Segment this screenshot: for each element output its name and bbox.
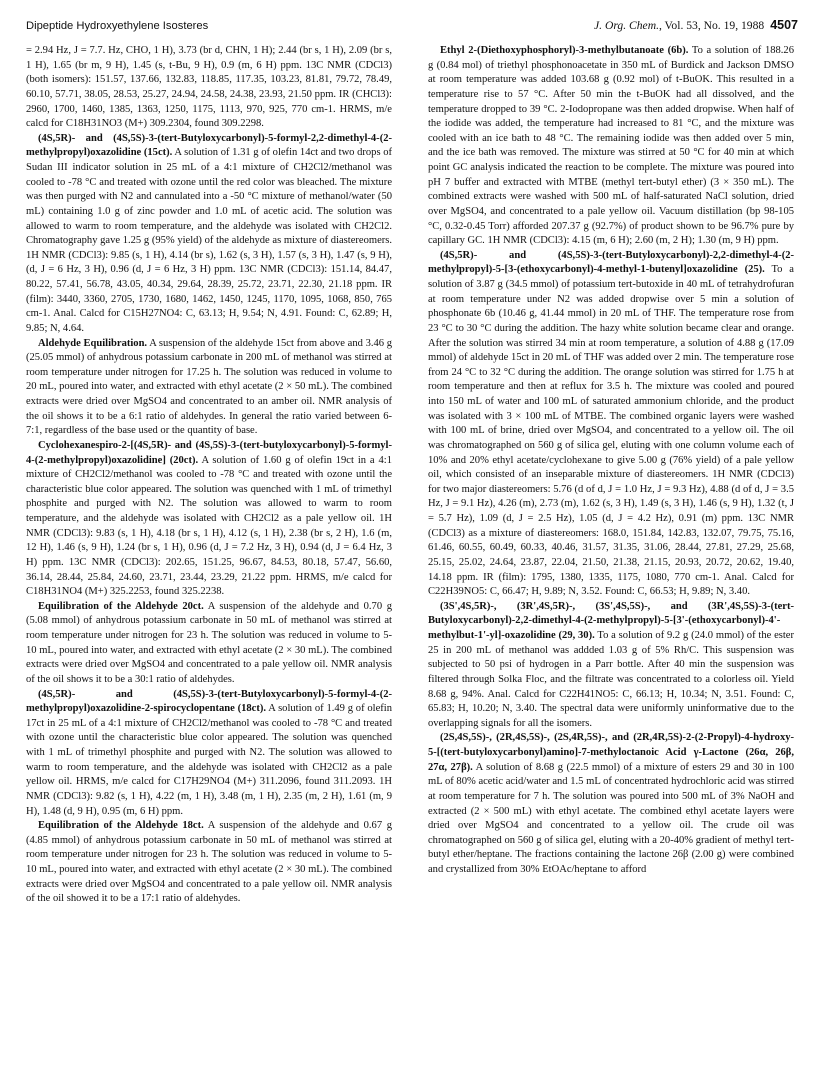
paragraph [26, 688, 392, 820]
paragraph [26, 337, 392, 439]
paragraph-body: A suspension of the aldehyde 15ct from above and 3.46 g (25.05 mmol) of anhydrous potassium carbonate in 200 mL of methanol was stirred at room temperature under nitrogen for 17.25 h. The solution was reduced in volume to 20 mL, poured into water, and extracted with ethyl acetate (2 × 50 mL). The combined extracts were dried over MgSO4 and concentrated to an amber oil. NMR analysis of the oil shows it to be a 6:1 ratio of aldehydes. In general the ratio varied between 6-7:1, regardless of the base used or the quantity of base. [26, 337, 393, 437]
paragraph-body: To a solution of 3.87 g (34.5 mmol) of potassium tert-butoxide in 40 mL of tetrahydrofuran at room temperature under N2 was added dropwise over 5 min a solution of phosphonate 6b (10.46 g, 41.44 mmol) in 20 mL of THF. The temperature rose from 23 °C to 30 °C during the addition. The hazy white solution became clear and orange. After the solution was stirred 34 min at room temperature, a solution of 4.88 g (17.09 mmol) of aldehyde 15ct in 20 mL of THF was added over 2 min. The temperature rose from 24 °C to 32 °C during the addition. The orange solution was stirred for 1.75 h at room temperature and then at reflux for 3.5 h. The mixture was cooled and poured into 150 mL of water and 100 mL of saturated ammonium chloride, and the product was isolated with 3 × 100 mL of MTBE. The combined organic layers were washed with 100 mL of brine, dried over MgSO4, and concentrated to a yellow oil. The oil was chromatographed on 560 g of silica gel, eluting with one column volume each of 10% and 20% ethyl acetate/cyclohexane to give 5.00 g (76% yield) of a pale yellow oil, which consisted of an inseparable mixture of diastereomers. 1H NMR (CDCl3) for two major diastereomers: 5.76 (d of d, J = 1.0 Hz, J = 9.3 Hz), 4.88 (d of d, J = 3.5 Hz, J = 9.1 Hz), 4.26 (m), 2.73 (m), 1.62 (s, 3 H), 1.49 (s, 3 H), 1.46 (s, 9 H), 1.32 (t, J = 5.7 Hz), 1.09 (d, J = 2.5 Hz), 1.05 (d, J = 4.2 Hz), 0.91 (m) ppm. 13C NMR (CDCl3) as a mixture of diastereomers: 168.0, 151.84, 142.83, 132.07, 79.75, 75.16, 61.46, 60.55, 60.49, 60.33, 40.46, 31.57, 31.35, 31.06, 28.44, 27.81, 27.29, 25.68, 25.15, 25.02, 24.64, 23.87, 22.04, 21.50, 21.38, 21.15, 20.93, 20.72, 20.62, 19.40, 14.18 ppm. IR (film): 1795, 1380, 1335, 1175, 1080, 770 cm-1. Anal. Calcd for C22H39NO5: C, 66.47; H, 9.89; N, 3.52. Found: C, 66.53; H, 9.89; N, 3.40. [428, 264, 794, 598]
paragraph-title: Aldehyde Equilibration. [38, 337, 148, 349]
paragraph-title: (4S,5R)- and (4S,5S)-3-(tert-Butyloxycarbonyl)-5-formyl-2,2-dimethyl-4-(2-methylpropyl)oxazolidine (15ct). [26, 132, 392, 159]
paragraph [26, 439, 392, 600]
paragraph-title: Equilibration of the Aldehyde 18ct. [38, 820, 204, 832]
volume-issue: , Vol. 53, No. 19, 1988 [658, 19, 765, 32]
paragraph-title: (3S',4S,5R)-, (3R',4S,5R)-, (3S',4S,5S)-, and (3R',4S,5S)-3-(tert-Butyloxycarbonyl)-2,2-dimethyl-4-(2-methylpropyl)-5-[3'-(ethoxycarbonyl)-4'-methylbut-1'-yl]-oxazolidine (29, 30). [428, 600, 794, 641]
running-title: Dipeptide Hydroxyethylene Isosteres [26, 20, 209, 32]
left-column [26, 44, 392, 907]
paragraph-body: To a solution of 188.26 g (0.84 mol) of triethyl phosphonoacetate in 350 mL of Burdick and Jackson DMSO at room temperature was added 103.68 g (0.92 mol) of t-BuOK. This resulted in a temperature rise to 57 °C. After 50 min the t-BuOK had all dissolved, and the temperature dropped to 39 °C. 2-Iodopropane was then added dropwise. When half of the iodide was added, the temperature had increased to 81 °C, and the mixture was cooled with an ice bath to 48 °C. The remaining iodide was then added over 5 min, and the ice bath was removed. The mixture was stirred at 50 °C for 40 min at which point GC analysis indicated the reaction to be complete. The mixture was poured into pH 7 buffer and extracted with MTBE (methyl tert-butyl ether) (3 × 350 mL). The combined extracts were washed with 500 mL of half-saturated NaCl solution, dried over MgSO4, and concentrated to a pale yellow oil. Vacuum distillation (bp 98-105 °C, 0.32-0.45 Torr) afforded 207.37 g (92.7%) of product shown to be 96.7% pure by capillary GC. 1H NMR (CDCl3): 4.15 (m, 6 H); 2.60 (m, 2 H); 1.30 (m, 9 H) ppm. [428, 45, 794, 247]
paragraph [428, 44, 794, 249]
paragraph-title: Ethyl 2-(Diethoxyphosphoryl)-3-methylbutanoate (6b). [440, 45, 689, 56]
journal-name: J. Org. Chem. [594, 19, 659, 32]
paragraph [428, 600, 794, 732]
paragraph [26, 600, 392, 688]
paragraph [428, 249, 794, 600]
paragraph-title: (4S,5R)- and (4S,5S)-3-(tert-Butyloxycarbonyl)-5-formyl-4-(2-methylpropyl)oxazolidine-2-spirocyclopentane (18ct). [26, 688, 392, 715]
journal-citation [594, 18, 798, 32]
paragraph-body: = 2.94 Hz, J = 7.7. Hz, CHO, 1 H), 3.73 (br d, CHN, 1 H); 2.44 (br s, 1 H), 2.09 (br s, 1 H), 1.65 (br m, 9 H), 1.45 (s, t-Bu, 9 H), 0.9 (m, 6 H) ppm. 13C NMR (CDCl3) (both isomers): 151.57, 137.66, 132.83, 118.85, 117.35, 103.23, 81.81, 79.72, 78.49, 60.10, 57.71, 38.05, 28.53, 25.27, 24.94, 24.58, 24.38, 23.93, 21.50 ppm. IR (CHCl3): 2960, 1700, 1460, 1385, 1363, 1250, 1175, 1113, 970, 925, 770 cm-1. HRMS, m/e calcd for C18H31NO3 (M+) 309.2304, found 309.2298. [26, 45, 392, 130]
paragraph [428, 731, 794, 877]
paragraph [26, 132, 392, 337]
paragraph-body: A solution of 1.60 g of olefin 19ct in a 4:1 mixture of CH2Cl2/methanol was cooled to -78 °C and treated with ozone until the characteristic blue color appeared. The solution was quenched with 1 mL of trimethyl phosphite and purged with N2. The solution was allowed to warm to room temperature, and the aldehyde was isolated with CH2Cl2 as a pale yellow oil. 1H NMR (CDCl3): 9.83 (s, 1 H), 4.18 (br s, 1 H), 4.12 (s, 1 H), 2.38 (br s, 2 H), 1.6 (m, 12 H), 1.46 (s, 9 H), 1.24 (br s, 1 H), 0.96 (d, J = 7.2 Hz, 3 H), 0.94 (d, J = 6.4 Hz, 3 H) ppm. 13C NMR (CDCl3): 202.65, 151.25, 96.67, 84.53, 80.18, 57.47, 56.60, 36.14, 28.44, 25.84, 24.60, 23.71, 23.44, 23.29, 21.22 ppm. HRMS, m/e calcd for C18H31NO4 (M+) 325.2253, found 325.2238. [26, 454, 392, 598]
paragraph-body: A solution of 8.68 g (22.5 mmol) of a mixture of esters 29 and 30 in 100 mL of 80% acetic acid/water and 1.5 mL of concentrated hydrochloric acid was stirred at room temperature for 7 h. The solution was poured into 500 mL of 3% NaOH and extracted (2 × 500 mL) with ethyl acetate. The combined ethyl acetate layers were dried over MgSO4 and concentrated to a yellow oil. The crude oil was chromatographed on 560 g of silica gel, eluting with a 20-40% gradient of methyl tert-butyl ether/heptane. The fractions containing the lactone 26β (2.00 g) were combined and crystallized from 30% EtOAc/heptane to afford [428, 761, 794, 875]
paragraph-body: A suspension of the aldehyde and 0.70 g (5.08 mmol) of anhydrous potassium carbonate in 50 mL of methanol was stirred at room temperature under nitrogen for 23 h. The solution was reduced in volume to 5-10 mL, poured into water, and extracted with ethyl acetate (2 × 30 mL). The combined extracts were dried over MgSO4 and concentrated to a pale yellow oil. NMR analysis of the oil shows it to be a 30:1 ratio of aldehydes. [26, 600, 392, 685]
paragraph-title: (2S,4S,5S)-, (2R,4S,5S)-, (2S,4R,5S)-, and (2R,4R,5S)-2-(2-Propyl)-4-hydroxy-5-[(tert-butyloxycarbonyl)amino]-7-methyloctanoic Acid γ-Lactone (26α, 26β, 27α, 27β). [428, 732, 794, 773]
page-number: 4507 [770, 18, 798, 32]
right-column [428, 44, 794, 878]
paragraph-body: A solution of 1.49 g of olefin 17ct in 25 mL of a 4:1 mixture of CH2Cl2/methanol was cooled to -78 °C and treated with ozone until the characteristic blue color appeared. The solution was quenched with 1 mL of trimethyl phosphite and purged with N2. The solution was allowed to warm to room temperature, and the aldehyde was isolated with CH2Cl2 as a pale yellow oil. HRMS, m/e calcd for C17H29NO4 (M+) 311.2096, found 311.2093. 1H NMR (CDCl3): 9.82 (s, 1 H), 4.22 (m, 1 H), 3.48 (m, 1 H), 2.35 (m, 2 H), 1.61 (m, 9 H), 1.48 (d, 9 H), 0.95 (m, 6 H) ppm. [26, 703, 393, 817]
paragraph-title: Equilibration of the Aldehyde 20ct. [38, 600, 204, 612]
paragraph-title: (4S,5R)- and (4S,5S)-3-(tert-Butyloxycarbonyl)-2,2-dimethyl-4-(2-methylpropyl)-5-[3-(ethoxycarbonyl)-4-methyl-1-butenyl]oxazolidine (25). [428, 249, 794, 276]
paragraph-title: Cyclohexanespiro-2-[(4S,5R)- and (4S,5S)-3-(tert-butyloxycarbonyl)-5-formyl-4-(2-methylpropyl)oxazolidine] (20ct). [26, 439, 392, 466]
paragraph-body: To a solution of 9.2 g (24.0 mmol) of the ester 25 in 200 mL of methanol was addded 1.03 g of 5% Rh/C. This suspension was subjected to 50 psi of hydrogen in a Parr bottle. After 40 min the suspension was filtered through Solka Floc, and the filtrate was concentrated to a colorless oil. Yield 8.68 g, 94%. Anal. Calcd for C22H41NO5: C, 66.13; H, 10.34; N, 3.51. Found: C, 65.83; H, 10.20; N, 3.40. The spectral data were uniformly uninformative due to the overlapping signals for all the isomers. [428, 630, 794, 729]
paragraph-body: A suspension of the aldehyde and 0.67 g (4.85 mmol) of anhydrous potassium carbonate in 50 mL of methanol was stirred at room temperature under nitrogen for 23 h. The solution was reduced in volume to 5-10 mL, poured into water, and extracted with ethyl acetate (2 × 30 mL). The combined extracts were dried over MgSO4 and concentrated to a pale yellow oil. NMR analysis of the oil showed it to be a 17:1 ratio of aldehydes. [26, 820, 392, 905]
paragraph [26, 819, 392, 907]
page-header [26, 18, 798, 36]
paragraph [26, 44, 392, 132]
paragraph-body: A solution of 1.31 g of olefin 14ct and two drops of Sudan III indicator solution in 25 mL of a 4:1 mixture of CH2Cl2/methanol was cooled to -78 °C and treated with ozone until the red color was bleached. The mixture was then purged with N2 and cannulated into a -50 °C mixture of methanol/water (50 mL) containing 1.0 g of zinc powder and 1.0 mL of acetic acid. The solution was allowed to warm to room temperature, and the aldehyde was isolated with CH2Cl2. Chromatography gave 1.25 g (95% yield) of the aldehyde as mixture of diastereomers. 1H NMR (CDCl3): 9.85 (s, 1 H), 4.14 (br s), 1.62 (s, 3 H), 1.57 (s, 3 H), 1.47 (s, 9 H), (d, J = 6 Hz, 3 H), 0.96 (d, J = 6 Hz, 3 H) ppm. 13C NMR (CDCl3): 151.14, 84.47, 80.22, 57.41, 56.78, 43.05, 40.34, 29.64, 28.39, 25.72, 23.71, 22.30, 21.18 ppm. IR (film): 3440, 3360, 2705, 1730, 1680, 1462, 1450, 1245, 1170, 1095, 1068, 850, 765 cm-1. Anal. Calcd for C15H27NO4: C, 63.13; H, 9.54; N, 4.91. Found: C, 62.89; H, 9.85; N, 4.64. [26, 147, 393, 334]
